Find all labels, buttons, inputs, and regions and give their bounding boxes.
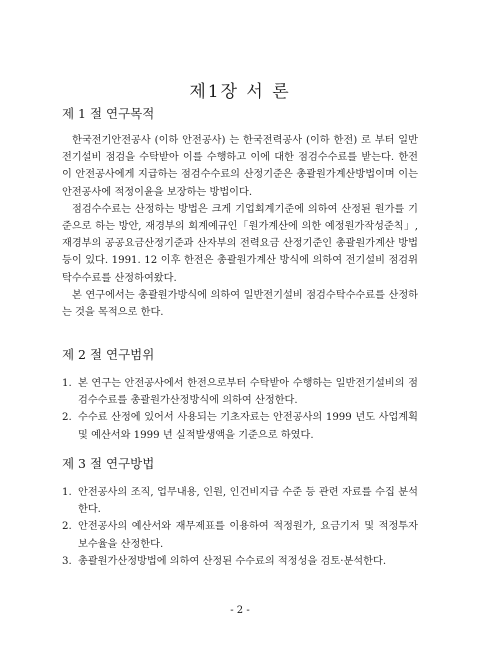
paragraph: 점검수수료는 산정하는 방법은 크게 기업회계기준에 의하여 산정된 원가를 기준으로 하는 방안, 재경부의 회계예규인「원가계산에 의한 예정원가작성준칙」, 재경부의 공공요금산정기준과 산자부의 전력요금 산정기준인 총괄원가계산 방법 등이 있다. 1991. 12 이후 한전은 총괄원가계산 방식에 의하여 전기설비 점검위탁수수료를 산정하여왔다. bbox=[62, 203, 418, 284]
item-text: 본 연구는 안전공사에서 한전으로부터 수탁받아 수행하는 일반전기설비의 점검수수료를 총괄원가산정방식에 의하여 산정한다. bbox=[78, 378, 418, 407]
method-list bbox=[62, 484, 418, 570]
paragraph: 본 연구에서는 총괄원가방식에 의하여 일반전기설비 점검수탁수수료를 산정하는 것을 목적으로 한다. bbox=[62, 289, 418, 319]
list-item bbox=[62, 409, 418, 443]
paragraph: 한국전기안전공사 (이하 안전공사) 는 한국전력공사 (이하 한전) 로 부터 일반전기설비 점검을 수탁받아 이를 수행하고 이에 대한 점검수수료를 받는다. 한전이 안전공사에게 지급하는 점검수수료의 산정기준은 총괄원가계산방법이며 이는 안전공사에 적정이윤을 보장하는 방법이다. bbox=[62, 135, 418, 198]
section-heading: 제 2 절 연구범위 bbox=[62, 347, 155, 362]
chapter-title: 제1장 서 론 bbox=[189, 82, 291, 103]
item-number: 2. bbox=[62, 521, 72, 533]
list-item bbox=[62, 518, 418, 552]
item-text: 안전공사의 조직, 업무내용, 인원, 인건비지급 수준 등 관련 자료를 수집 분석한다. bbox=[78, 487, 418, 516]
section-research-purpose bbox=[62, 104, 418, 321]
item-number: 1. bbox=[62, 378, 72, 389]
page-number: - 2 - bbox=[230, 605, 250, 616]
list-item bbox=[62, 553, 418, 570]
scope-list bbox=[62, 375, 418, 444]
item-text: 총괄원가산정방법에 의하여 산정된 수수료의 적정성을 검토·분석한다. bbox=[78, 555, 387, 567]
item-number: 1. bbox=[62, 487, 72, 498]
list-item bbox=[62, 484, 418, 518]
section-heading: 제 1 절 연구목적 bbox=[62, 106, 155, 121]
item-number: 2. bbox=[62, 412, 72, 424]
item-text: 수수료 산정에 있어서 사용되는 기초자료는 안전공사의 1999 년도 사업계획및 예산서와 1999 년 실적발생액을 기준으로 하였다. bbox=[78, 412, 418, 441]
section-heading: 제 3 절 연구방법 bbox=[62, 456, 155, 471]
section-research-scope bbox=[62, 345, 418, 444]
item-text: 안전공사의 예산서와 재무제표를 이용하여 적정원가, 요금기저 및 적정투자 보수율을 산정한다. bbox=[78, 521, 418, 550]
list-item bbox=[62, 375, 418, 409]
section-research-method bbox=[62, 454, 418, 570]
item-number: 3. bbox=[62, 555, 72, 567]
